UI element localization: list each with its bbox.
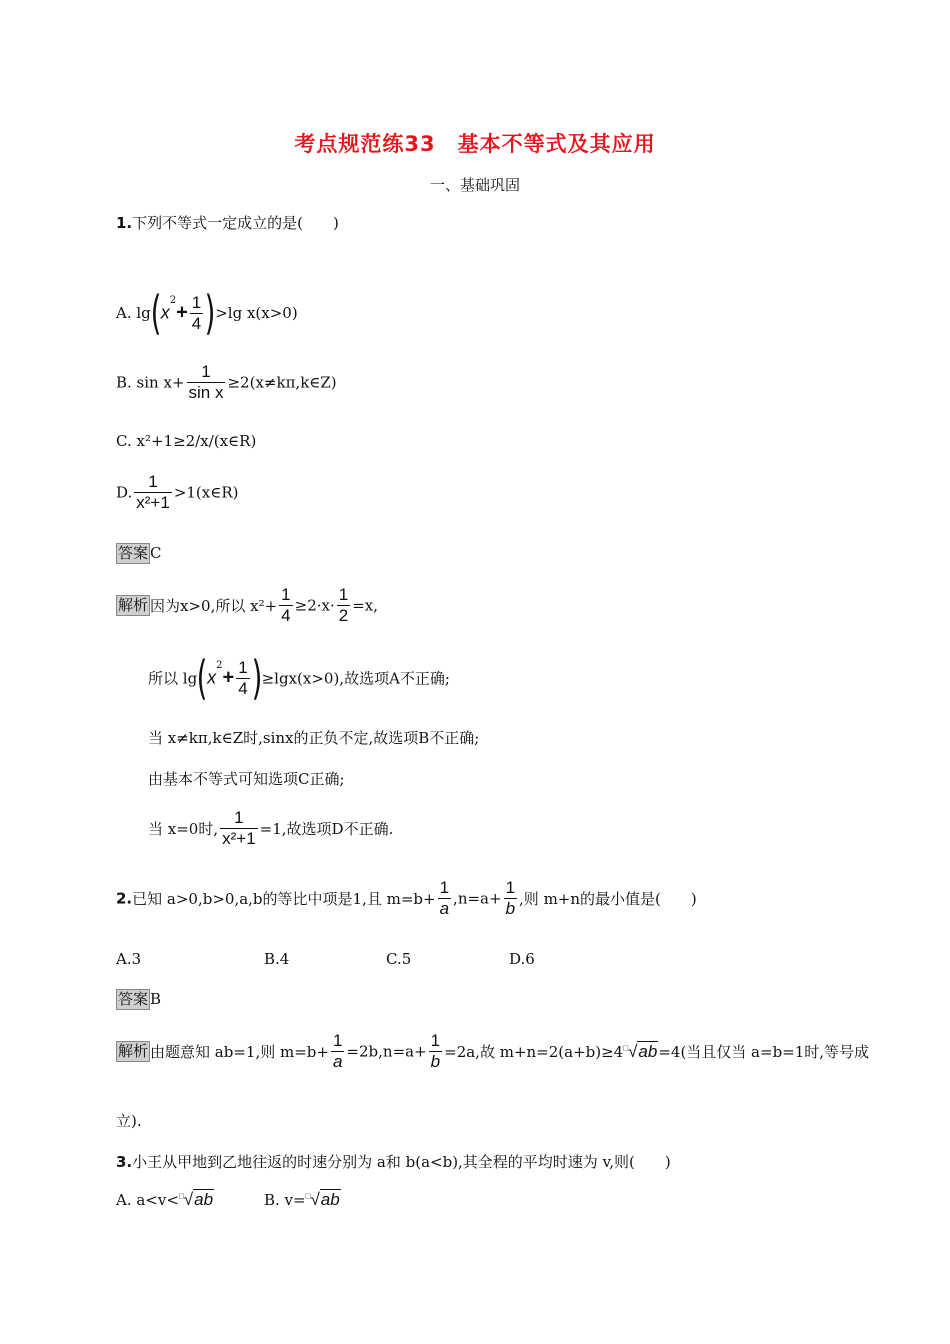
denominator: 4 xyxy=(191,313,202,333)
numerator: 1 xyxy=(505,878,516,897)
analysis-text: ≥2·x· xyxy=(294,596,335,615)
denominator: x²+1 xyxy=(136,493,170,512)
numerator: 1 xyxy=(234,808,244,827)
option-label: B. sin x+ xyxy=(116,373,185,392)
left-paren: ( xyxy=(196,651,208,705)
numerator: 1 xyxy=(238,657,248,677)
math-plus: + xyxy=(176,301,188,324)
analysis-text: =2a,故 m+n=2(a+b)≥4 xyxy=(444,1043,624,1061)
fraction xyxy=(331,1031,344,1072)
fraction xyxy=(190,293,203,334)
denominator: a xyxy=(439,899,450,918)
fraction xyxy=(134,472,172,513)
question-1-option-d xyxy=(116,472,239,513)
question-3-option-a xyxy=(116,1190,214,1210)
numerator: 1 xyxy=(338,585,349,604)
radicand: ab xyxy=(194,1190,214,1209)
numerator: 1 xyxy=(148,472,158,491)
math-plus: + xyxy=(222,666,235,689)
question-2-option-c: C.5 xyxy=(386,950,412,968)
question-2-option-b: B.4 xyxy=(264,950,290,968)
question-3-stem xyxy=(116,1151,671,1172)
analysis-line-2: 所以 $\lg(x^2+$ $\frac{1}{4}$ )≥lgx(x>0),故选项A不正确; xyxy=(148,651,450,705)
question-2-stem xyxy=(116,878,697,919)
analysis-text: 所以 lg xyxy=(148,669,198,688)
question-text: ,则 m+n的最小值是( ) xyxy=(519,890,697,908)
analysis-tag: 解析 xyxy=(118,596,149,614)
square-root: □√ab xyxy=(623,1041,658,1061)
analysis-line-3: 当 x≠kπ,k∈Z时,sinx的正负不定,故选项B不正确; xyxy=(148,729,480,747)
fraction xyxy=(279,585,292,626)
option-tail: >1(x∈R) xyxy=(173,483,239,502)
question-number: 3. xyxy=(116,1153,133,1171)
question-1-option-c: C. x²+1≥2/x/(x∈R) xyxy=(116,432,257,450)
question-text: ,n=a+ xyxy=(453,889,502,908)
answer-row xyxy=(116,989,161,1010)
question-text: 已知 a>0,b>0,a,b的等比中项是1,且 m=b+ xyxy=(132,890,436,908)
analysis-line-5 xyxy=(148,808,393,849)
fraction xyxy=(337,585,350,626)
denominator: 4 xyxy=(238,678,248,698)
question-number: 2. xyxy=(116,889,133,908)
denominator: b xyxy=(505,899,516,918)
denominator: x²+1 xyxy=(222,829,256,848)
option-text: B. v= xyxy=(264,1191,306,1209)
analysis-line-4: 由基本不等式可知选项C正确; xyxy=(148,770,345,788)
math-var: x xyxy=(207,667,217,688)
question-1-option-a: A. $\lg(x^2+$ $\frac{1}{4}$ )>lg x(x>0) xyxy=(116,286,298,340)
fraction xyxy=(236,658,249,699)
left-paren: ( xyxy=(150,286,162,340)
math-var: x xyxy=(160,302,170,323)
analysis-text: =2b,n=a+ xyxy=(346,1042,427,1061)
numerator: 1 xyxy=(281,585,291,604)
option-tail: >lg x(x>0) xyxy=(215,304,298,322)
analysis-line-2: 立). xyxy=(116,1112,142,1130)
option-label: A. lg xyxy=(116,304,151,322)
numerator: 1 xyxy=(201,362,211,381)
analysis-line-1 xyxy=(116,1031,869,1072)
question-number: 1. xyxy=(116,214,133,232)
analysis-text: =4(当且仅当 a=b=1时,等号成 xyxy=(658,1043,870,1061)
analysis-text: =x, xyxy=(352,596,379,615)
question-3-option-b xyxy=(264,1190,341,1210)
question-text: 小王从甲地到乙地往返的时速分别为 a和 b(a<b),其全程的平均时速为 v,则( ) xyxy=(132,1153,671,1171)
fraction xyxy=(429,1031,442,1072)
analysis-line-1 xyxy=(116,585,378,626)
question-text: 下列不等式一定成立的是( ) xyxy=(132,214,339,232)
right-paren: ) xyxy=(251,651,263,705)
section-heading: 一、基础巩固 xyxy=(429,176,520,194)
numerator: 1 xyxy=(430,1031,441,1050)
numerator: 1 xyxy=(332,1031,343,1050)
analysis-text: 因为x>0,所以 x²+ xyxy=(150,597,278,615)
right-paren: ) xyxy=(204,286,216,340)
analysis-tag: 解析 xyxy=(118,1042,149,1060)
fraction xyxy=(438,878,451,919)
square-root: □√ab xyxy=(178,1190,214,1209)
analysis-text: =1,故选项D不正确. xyxy=(259,820,394,838)
option-text: A. a<v< xyxy=(116,1191,179,1209)
numerator: 1 xyxy=(191,292,202,312)
answer-tag: 答案 xyxy=(118,544,149,562)
answer-value: B xyxy=(150,990,162,1008)
numerator: 1 xyxy=(439,878,450,897)
denominator: a xyxy=(332,1052,343,1071)
question-2-option-a: A.3 xyxy=(116,950,142,968)
analysis-text: 当 x=0时, xyxy=(148,820,219,838)
question-1-stem xyxy=(116,212,339,233)
fraction xyxy=(187,362,226,403)
radicand: ab xyxy=(638,1041,658,1061)
analysis-text: ≥lgx(x>0),故选项A不正确; xyxy=(261,669,450,688)
answer-row xyxy=(116,543,162,564)
fraction xyxy=(220,808,258,849)
denominator: sin x xyxy=(188,383,224,402)
fraction xyxy=(504,878,517,919)
denominator: 2 xyxy=(338,606,349,625)
answer-value: C xyxy=(150,544,162,562)
page-title: 考点规范练33 基本不等式及其应用 xyxy=(294,132,656,156)
square-root: □√ab xyxy=(305,1190,340,1209)
analysis-text: 由题意知 ab=1,则 m=b+ xyxy=(150,1043,329,1061)
denominator: b xyxy=(430,1052,441,1071)
radicand: ab xyxy=(320,1190,340,1209)
denominator: 4 xyxy=(281,606,291,625)
question-2-option-d: D.6 xyxy=(509,950,535,968)
answer-tag: 答案 xyxy=(118,990,149,1008)
option-label: D. xyxy=(116,483,133,502)
option-tail: ≥2(x≠kπ,k∈Z) xyxy=(227,373,337,392)
question-1-option-b xyxy=(116,362,337,403)
